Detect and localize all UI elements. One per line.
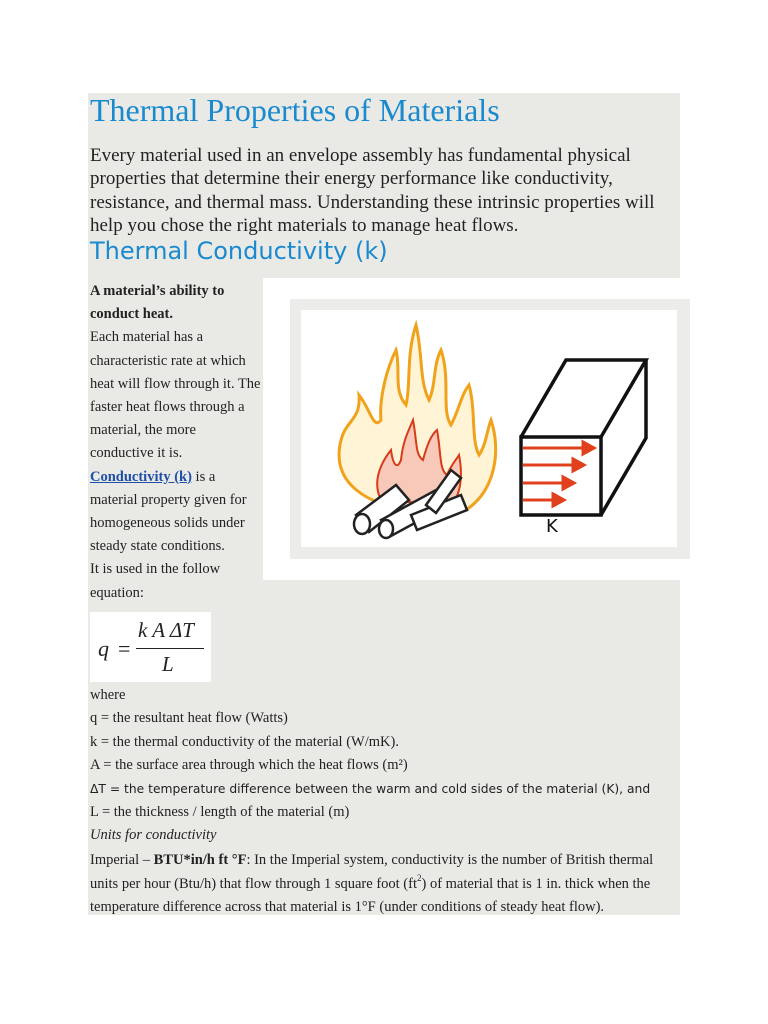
imperial-sup: 2 bbox=[417, 872, 422, 883]
conduction-illustration bbox=[290, 299, 690, 559]
definition-a: A = the surface area through which the heat flows (m²) bbox=[90, 757, 408, 774]
lead-sentence: A material’s ability to conduct heat. bbox=[90, 283, 225, 323]
definition-dt: ΔT = the temperature difference between the warm and cold sides of the material (K), and bbox=[90, 781, 651, 796]
conductive-block-icon bbox=[521, 360, 646, 515]
conductivity-description bbox=[90, 280, 262, 605]
definition-l: L = the thickness / length of the material (m) bbox=[90, 804, 350, 821]
imperial-lead: Imperial – bbox=[90, 852, 150, 868]
property-text: is a material property given for homogeneous solids under steady state conditions. bbox=[90, 468, 247, 555]
description-text: Each material has a characteristic rate at which heat will flow through it. The faster heat flows through a material, the more conductive it is. bbox=[90, 329, 261, 462]
fire-and-block-image bbox=[301, 310, 677, 547]
where-label: where bbox=[90, 687, 126, 703]
conductivity-link[interactable]: Conductivity (k) bbox=[90, 468, 192, 485]
imperial-text-2: ) of material that is 1 in. thick when the temperature difference across that material is 1°F (under conditions of steady heat flow). bbox=[90, 875, 651, 916]
definition-k: k = the thermal conductivity of the material (W/mK). bbox=[90, 733, 399, 750]
intro-paragraph: Every material used in an envelope assembly has fundamental physical properties that determine their energy performance like conductivity, resistance, and thermal mass. Understanding these intrinsic properties will help you chose the right materials to manage heat flows. bbox=[90, 145, 655, 236]
imperial-units-paragraph bbox=[90, 849, 680, 920]
block-label: K bbox=[546, 516, 558, 537]
imperial-text-1: : In the Imperial system, conductivity is the number of British thermal units per hour (Btu/h) that flow through 1 square foot (ft bbox=[90, 852, 654, 892]
imperial-unit: BTU*in/h ft °F bbox=[153, 852, 247, 868]
equation-denominator: L bbox=[162, 652, 174, 676]
equation-intro: It is used in the follow equation: bbox=[90, 561, 221, 601]
heat-flow-arrows bbox=[523, 442, 594, 506]
fraction-bar bbox=[136, 648, 204, 649]
section-heading: Thermal Conductivity (k) bbox=[90, 237, 388, 265]
equation-numerator: k A ΔT bbox=[138, 618, 194, 642]
variable-definitions bbox=[90, 684, 680, 848]
units-heading: Units for conductivity bbox=[90, 827, 217, 844]
page-title: Thermal Properties of Materials bbox=[90, 92, 500, 128]
definition-q: q = the resultant heat flow (Watts) bbox=[90, 710, 288, 727]
equation-lhs: q bbox=[98, 636, 109, 661]
campfire-icon bbox=[339, 325, 496, 538]
heat-flow-equation bbox=[90, 612, 211, 682]
equation-equals: = bbox=[118, 636, 131, 661]
